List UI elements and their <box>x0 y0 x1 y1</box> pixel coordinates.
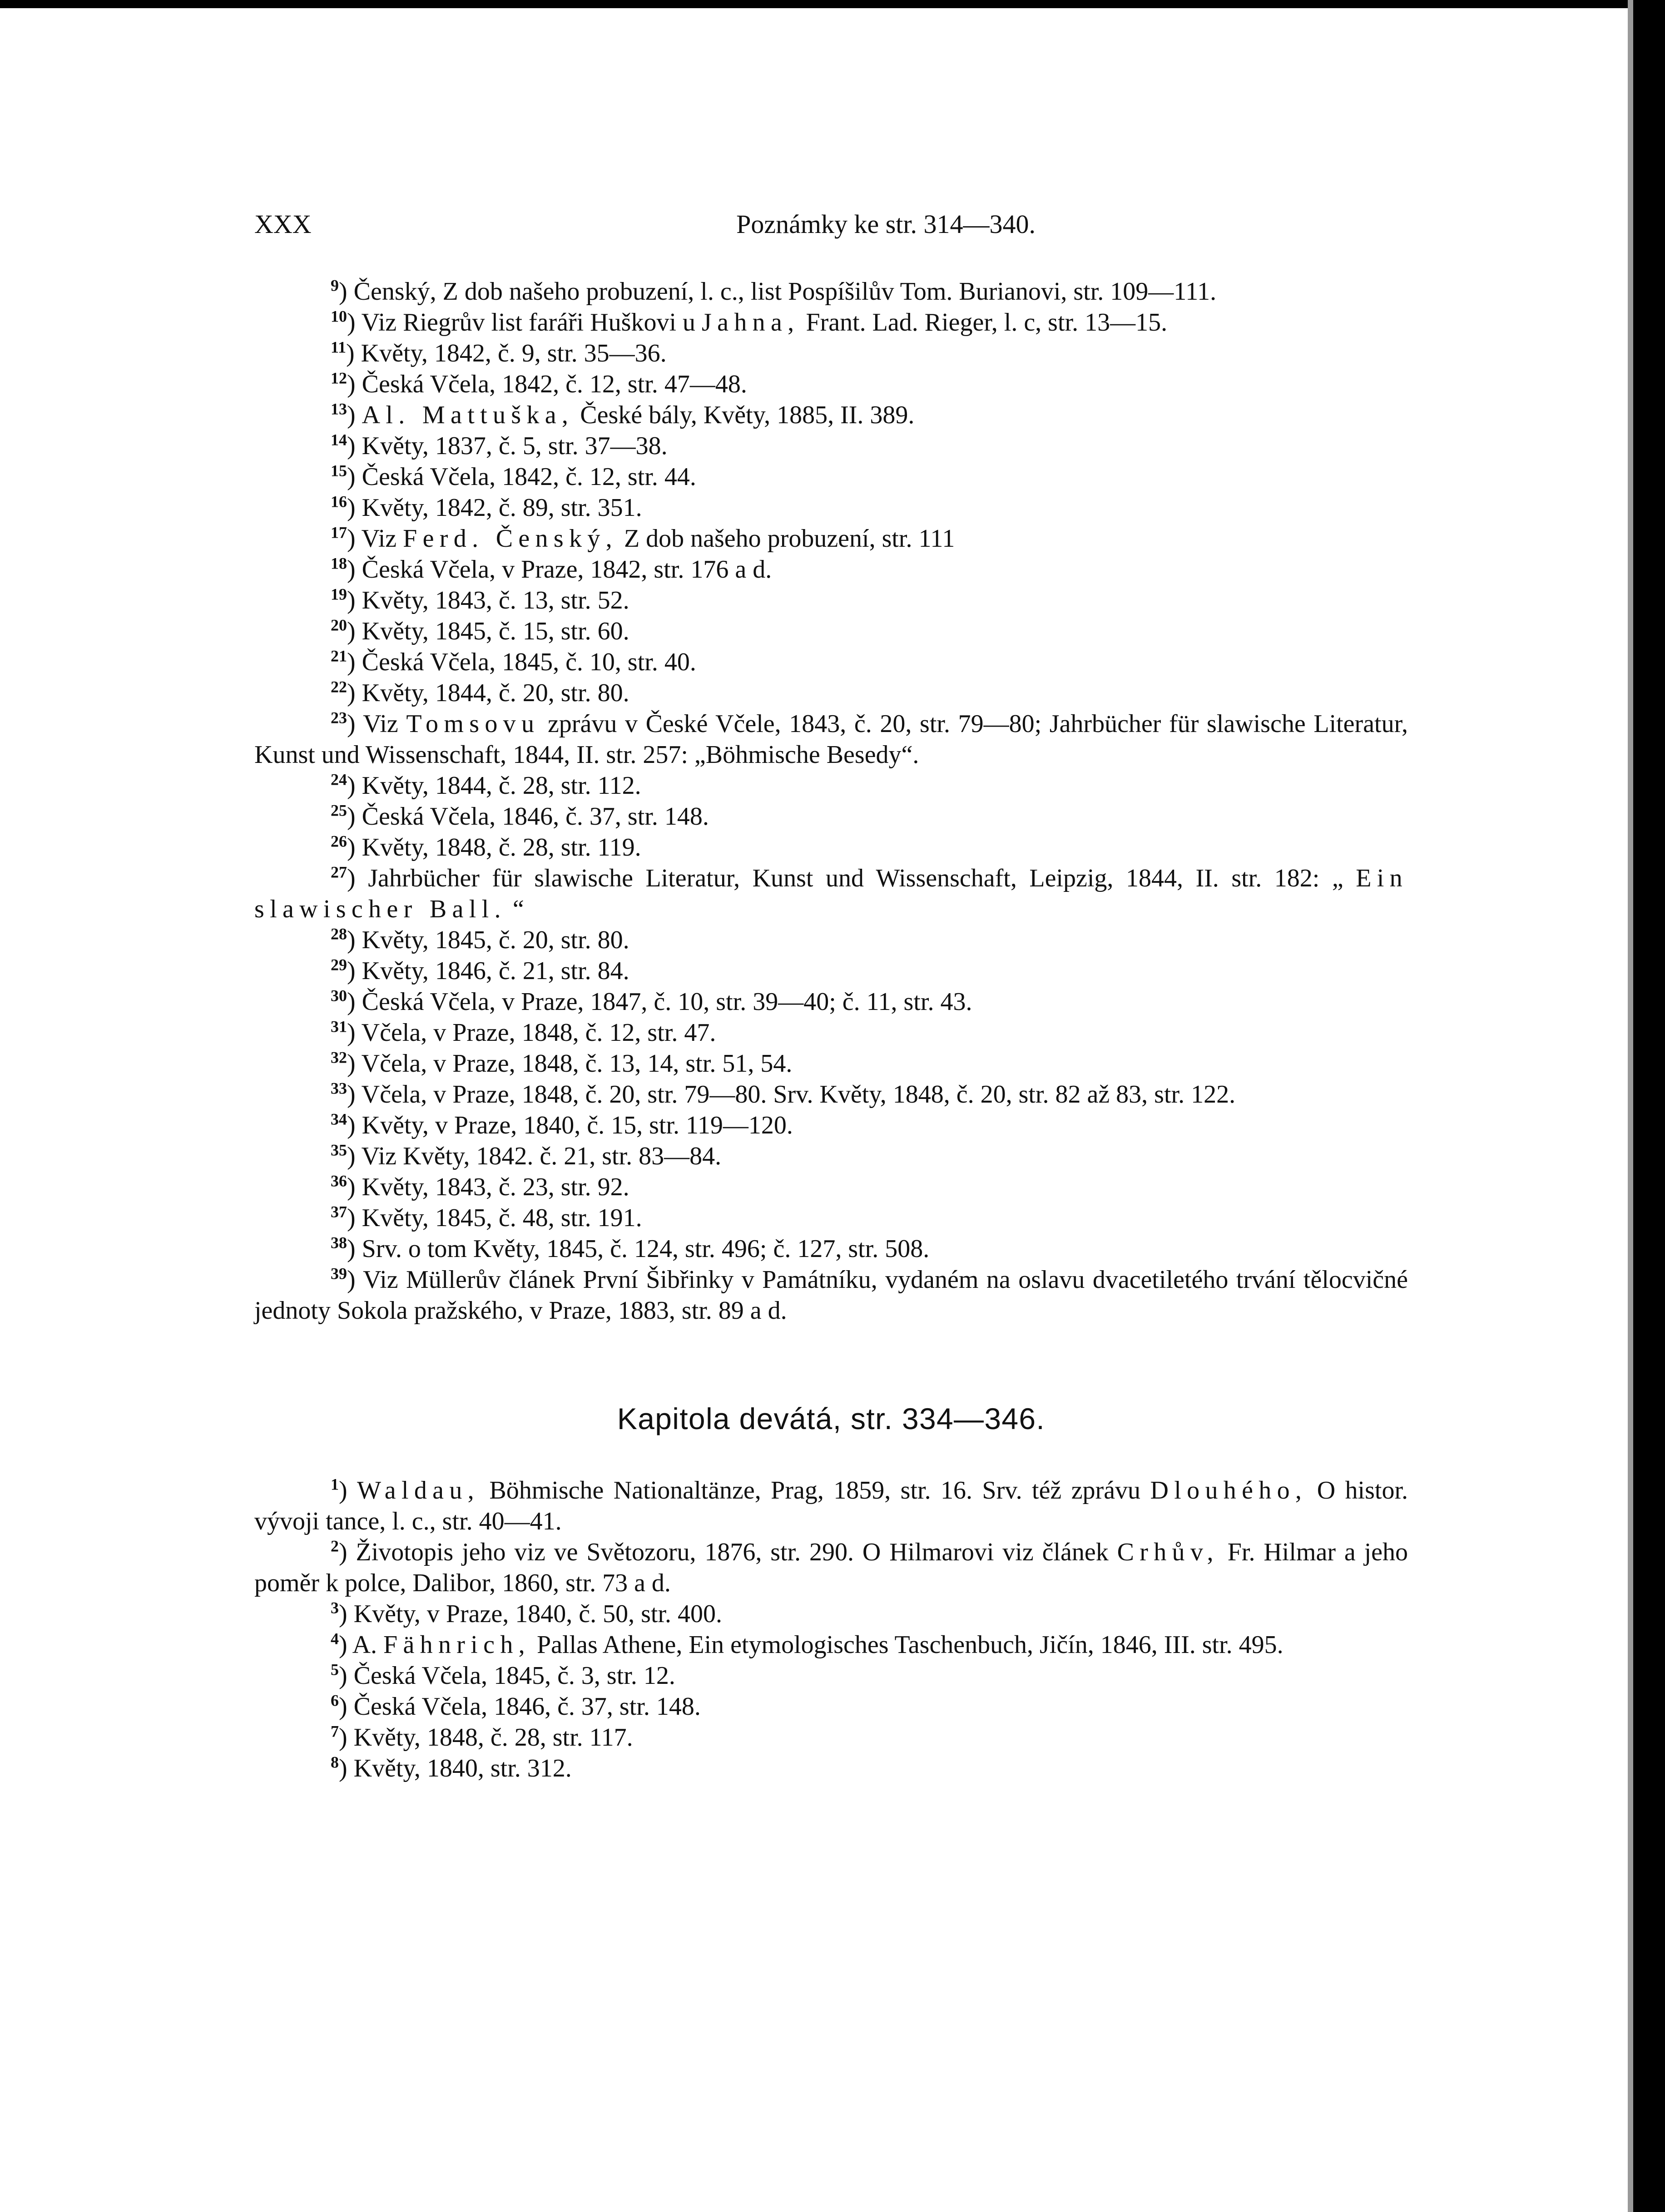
footnote-number: 8 <box>331 1753 339 1772</box>
footnote: $^{36}$) Květy, 1843, č. 23, str. 92. <box>331 1172 629 1201</box>
notes-section-1 <box>254 276 1408 1326</box>
footnote-number: 31 <box>331 1017 347 1036</box>
footnote-number: 22 <box>331 678 347 696</box>
footnote-text: zprávu v České Včele, 1843, č. 20, str. 79—80; Jahrbücher für slawische Literatur, Kunst und Wissenschaft, 1844, II. str. 257: „Böhmische Besedy“. <box>254 710 1408 769</box>
footnote-text: Květy, 1845, č. 20, str. 80. <box>362 926 629 954</box>
footnote-text: Pallas Athene, Ein etymologisches Taschenbuch, Jičín, 1846, III. str. 495. <box>536 1631 1283 1659</box>
footnote-text: Česká Včela, v Praze, 1842, str. 176 a d. <box>362 555 772 584</box>
footnote: $^4$) A. Fähnrich, Pallas Athene, Ein etymologisches Taschenbuch, Jičín, 1846, III. str. 495. <box>331 1629 1283 1659</box>
footnote: $^7$) Květy, 1848, č. 28, str. 117. <box>331 1722 633 1752</box>
footnote: $^{12}$) Česká Včela, 1842, č. 12, str. 47—48. <box>331 369 747 398</box>
spaced-name: Waldau, <box>357 1476 480 1504</box>
footnote-number: 3 <box>331 1598 339 1617</box>
footnote-number: 2 <box>331 1537 339 1555</box>
footnote-text: Česká Včela, 1846, č. 37, str. 148. <box>362 802 709 831</box>
footnote-text: Květy, 1844, č. 20, str. 80. <box>362 679 629 707</box>
footnote-text: Květy, 1840, str. 312. <box>353 1754 572 1782</box>
footnote: $^{37}$) Květy, 1845, č. 48, str. 191. <box>331 1202 642 1232</box>
spaced-name: Ein slawischer Ball. <box>254 864 1408 923</box>
footnote-number: 18 <box>331 554 347 573</box>
footnote-text: Srv. o tom Květy, 1845, č. 124, str. 496; č. 127, str. 508. <box>362 1235 930 1263</box>
footnote: $^5$) Česká Včela, 1845, č. 3, str. 12. <box>331 1660 675 1690</box>
footnote-text: Květy, 1846, č. 21, str. 84. <box>362 957 629 985</box>
footnote-text: České bály, Květy, 1885, II. 389. <box>580 401 915 429</box>
footnote-number: 30 <box>331 986 347 1005</box>
spaced-name: Dlouhého, <box>1150 1476 1308 1504</box>
footnote-number: 16 <box>331 492 347 511</box>
footnote-number: 11 <box>331 338 347 356</box>
footnote-number: 12 <box>331 369 347 387</box>
footnote-text: Česká Včela, 1845, č. 10, str. 40. <box>362 648 696 676</box>
spaced-name: Ferd. Čenský, <box>403 525 618 553</box>
footnote-text: O histor. vývoji tance, l. c., str. 40—41. <box>254 1476 1408 1535</box>
running-header <box>254 209 1408 240</box>
footnote: $^{34}$) Květy, v Praze, 1840, č. 15, str. 119—120. <box>331 1110 793 1139</box>
footnote-text: Včela, v Praze, 1848, č. 20, str. 79—80. Srv. Květy, 1848, č. 20, str. 82 až 83, str. 122. <box>361 1080 1236 1108</box>
footnote: $^{39}$) Viz Müllerův článek První Šibřinky v Památníku, vydaném na oslavu dvacetiletého trvání tělocvičné jednoty Sokola pražského, v Praze, 1883, str. 89 a d. <box>254 1264 1408 1325</box>
footnote: $^{10}$) Viz Riegrův list faráři Huškovi u Jahna, Frant. Lad. Rieger, l. c, str. 13—15. <box>331 307 1168 337</box>
footnote: $^{16}$) Květy, 1842, č. 89, str. 351. <box>331 492 642 522</box>
footnote: $^{24}$) Květy, 1844, č. 28, str. 112. <box>331 770 641 800</box>
footnote: $^{31}$) Včela, v Praze, 1848, č. 12, str. 47. <box>331 1017 716 1047</box>
footnote: $^{25}$) Česká Včela, 1846, č. 37, str. 148. <box>331 801 709 831</box>
footnote-text: Z dob našeho probuzení, str. 111 <box>624 525 955 553</box>
footnote: $^{23}$) Viz Tomsovu zprávu v České Včele, 1843, č. 20, str. 79—80; Jahrbücher für slawische Literatur, Kunst und Wissenschaft, 1844, II. str. 257: „Böhmische Besedy“. <box>254 708 1408 769</box>
scan-border-right-shadow <box>1628 0 1633 2212</box>
footnote-text: Viz Riegrův list faráři Huškovi u <box>361 308 696 337</box>
footnote-number: 24 <box>331 770 347 789</box>
notes-section-2 <box>254 1475 1408 1784</box>
footnote-number: 35 <box>331 1141 347 1159</box>
footnote-number: 4 <box>331 1629 339 1648</box>
footnote-number: 28 <box>331 925 347 943</box>
footnote: $^{22}$) Květy, 1844, č. 20, str. 80. <box>331 678 629 707</box>
footnote: $^1$) Waldau, Böhmische Nationaltänze, Prag, 1859, str. 16. Srv. též zprávu Dlouhého, O histor. vývoji tance, l. c., str. 40—41. <box>254 1475 1408 1535</box>
footnote-number: 5 <box>331 1660 339 1679</box>
footnote: $^{30}$) Česká Včela, v Praze, 1847, č. 10, str. 39—40; č. 11, str. 43. <box>331 986 972 1016</box>
running-title: Poznámky ke str. 314—340. <box>736 209 1036 239</box>
footnote-text: Jahrbücher für slawische Literatur, Kunst und Wissenschaft, Leipzig, 1844, II. str. 182: „ <box>368 864 1343 892</box>
footnote-text: Frant. Lad. Rieger, l. c, str. 13—15. <box>806 308 1168 337</box>
footnote-number: 10 <box>331 307 347 326</box>
footnote-number: 37 <box>331 1202 347 1221</box>
footnote-number: 21 <box>331 647 347 665</box>
footnote: $^{20}$) Květy, 1845, č. 15, str. 60. <box>331 616 629 645</box>
footnote-text: Včela, v Praze, 1848, č. 12, str. 47. <box>361 1019 716 1047</box>
footnote-text: Včela, v Praze, 1848, č. 13, 14, str. 51, 54. <box>361 1049 793 1078</box>
footnote-text: Květy, 1843, č. 23, str. 92. <box>362 1173 629 1201</box>
footnote: $^{33}$) Včela, v Praze, 1848, č. 20, str. 79—80. Srv. Květy, 1848, č. 20, str. 82 až 83, str. 122. <box>331 1079 1236 1108</box>
footnote: $^{38}$) Srv. o tom Květy, 1845, č. 124, str. 496; č. 127, str. 508. <box>331 1233 930 1263</box>
footnote: $^{29}$) Květy, 1846, č. 21, str. 84. <box>331 955 629 985</box>
footnote-text: Květy, 1842, č. 9, str. 35—36. <box>361 339 667 367</box>
footnote-text: Květy, v Praze, 1840, č. 50, str. 400. <box>353 1600 722 1628</box>
footnote-number: 33 <box>331 1079 347 1098</box>
footnote-text: Česká Včela, 1842, č. 12, str. 44. <box>362 463 696 491</box>
spaced-name: Al. Mattuška, <box>362 401 574 429</box>
footnote: $^{28}$) Květy, 1845, č. 20, str. 80. <box>331 925 629 954</box>
footnote: $^{21}$) Česká Včela, 1845, č. 10, str. 40. <box>331 647 696 676</box>
footnote: $^{11}$) Květy, 1842, č. 9, str. 35—36. <box>331 338 667 367</box>
footnote-text: Čenský, Z dob našeho probuzení, l. c., list Pospíšilův Tom. Burianovi, str. 109—111. <box>353 277 1217 306</box>
footnote-number: 34 <box>331 1110 347 1128</box>
footnote-number: 39 <box>331 1264 347 1283</box>
footnote: $^6$) Česká Včela, 1846, č. 37, str. 148. <box>331 1691 701 1721</box>
footnote: $^9$) Čenský, Z dob našeho probuzení, l. c., list Pospíšilův Tom. Burianovi, str. 109—111. <box>331 276 1217 306</box>
footnote-text: Česká Včela, 1842, č. 12, str. 47—48. <box>362 370 747 398</box>
footnote-text: Životopis jeho viz ve Světozoru, 1876, str. 290. O Hilmarovi viz článek <box>356 1538 1109 1566</box>
footnote: $^{27}$) Jahrbücher für slawische Literatur, Kunst und Wissenschaft, Leipzig, 1844, II. str. 182: „ Ein slawischer Ball. “ <box>254 863 1408 923</box>
footnote-text: Květy, 1843, č. 13, str. 52. <box>362 586 629 614</box>
spaced-name: Crhův, <box>1117 1538 1219 1566</box>
footnote-number: 27 <box>331 863 347 881</box>
footnote-number: 23 <box>331 708 347 727</box>
footnote-text: Česká Včela, 1846, č. 37, str. 148. <box>353 1692 701 1721</box>
footnote-text: Viz <box>363 710 398 738</box>
footnote-text: Böhmische Nationaltänze, Prag, 1859, str. 16. Srv. též zprávu <box>489 1476 1141 1504</box>
footnote: $^8$) Květy, 1840, str. 312. <box>331 1753 572 1782</box>
spaced-name: Tomsovu <box>406 710 540 738</box>
page <box>254 209 1408 1784</box>
footnote-text: Květy, 1845, č. 15, str. 60. <box>362 617 629 645</box>
footnote-number: 6 <box>331 1691 339 1710</box>
footnote-text: Fr. Hilmar a jeho poměr k polce, Dalibor, 1860, str. 73 a d. <box>254 1538 1408 1597</box>
footnote-text: Květy, v Praze, 1840, č. 15, str. 119—120. <box>362 1111 793 1139</box>
footnote: $^{17}$) Viz Ferd. Čenský, Z dob našeho probuzení, str. 111 <box>331 523 955 553</box>
footnote: $^{18}$) Česká Včela, v Praze, 1842, str. 176 a d. <box>331 554 772 584</box>
spaced-name: Jahna, <box>702 308 800 337</box>
footnote-number: 25 <box>331 801 347 820</box>
footnote: $^{19}$) Květy, 1843, č. 13, str. 52. <box>331 585 629 614</box>
footnote-text: Květy, 1844, č. 28, str. 112. <box>362 772 641 800</box>
footnote-text: “ <box>512 895 524 923</box>
footnote-number: 7 <box>331 1722 339 1741</box>
footnote-number: 26 <box>331 832 347 851</box>
footnote-text: Viz Květy, 1842. č. 21, str. 83—84. <box>361 1142 722 1170</box>
footnote-number: 15 <box>331 461 347 480</box>
footnote-number: 32 <box>331 1048 347 1067</box>
chapter-heading: Kapitola devátá, str. 334—346. <box>617 1402 1046 1435</box>
page-number: XXX <box>254 209 312 239</box>
footnote: $^3$) Květy, v Praze, 1840, č. 50, str. 400. <box>331 1598 722 1628</box>
scan-border-top <box>0 0 1665 8</box>
footnote-number: 17 <box>331 523 347 542</box>
footnote: $^{35}$) Viz Květy, 1842. č. 21, str. 83—84. <box>331 1141 722 1170</box>
footnote-number: 14 <box>331 431 347 449</box>
footnote-number: 20 <box>331 616 347 634</box>
footnote-number: 1 <box>331 1475 339 1494</box>
footnote-number: 13 <box>331 400 347 418</box>
footnote: $^{32}$) Včela, v Praze, 1848, č. 13, 14, str. 51, 54. <box>331 1048 793 1078</box>
footnote-text: Česká Včela, 1845, č. 3, str. 12. <box>353 1662 675 1690</box>
footnote: $^{15}$) Česká Včela, 1842, č. 12, str. 44. <box>331 461 696 491</box>
footnote-text: Viz <box>361 525 397 553</box>
footnote-text: Květy, 1842, č. 89, str. 351. <box>362 494 642 522</box>
footnote-number: 9 <box>331 276 339 295</box>
footnote-text: Viz Müllerův článek První Šibřinky v Památníku, vydaném na oslavu dvacetiletého trvání tělocvičné jednoty Sokola pražského, v Praze, 1883, str. 89 a d. <box>254 1266 1408 1325</box>
footnote-text: Květy, 1837, č. 5, str. 37—38. <box>362 432 668 460</box>
footnote: $^{14}$) Květy, 1837, č. 5, str. 37—38. <box>331 431 668 460</box>
footnote-number: 29 <box>331 955 347 974</box>
footnote-number: 38 <box>331 1233 347 1252</box>
footnote: $^{26}$) Květy, 1848, č. 28, str. 119. <box>331 832 641 861</box>
scan-border-right <box>1633 0 1665 2212</box>
footnote-text: Květy, 1848, č. 28, str. 119. <box>362 833 641 861</box>
spaced-name: Fähnrich, <box>383 1631 530 1659</box>
footnote-text: Česká Včela, v Praze, 1847, č. 10, str. 39—40; č. 11, str. 43. <box>362 988 972 1016</box>
footnote-text: Květy, 1845, č. 48, str. 191. <box>362 1204 642 1232</box>
footnote: $^2$) Životopis jeho viz ve Světozoru, 1876, str. 290. O Hilmarovi viz článek Crhův, Fr. Hilmar a jeho poměr k polce, Dalibor, 1860, str. 73 a d. <box>254 1537 1408 1597</box>
footnote-text: Květy, 1848, č. 28, str. 117. <box>353 1723 633 1752</box>
footnote-text: A. <box>352 1631 377 1659</box>
footnote: $^{13}$) Al. Mattuška, České bály, Květy, 1885, II. 389. <box>331 400 915 429</box>
footnote-number: 19 <box>331 585 347 604</box>
footnote-number: 36 <box>331 1172 347 1190</box>
